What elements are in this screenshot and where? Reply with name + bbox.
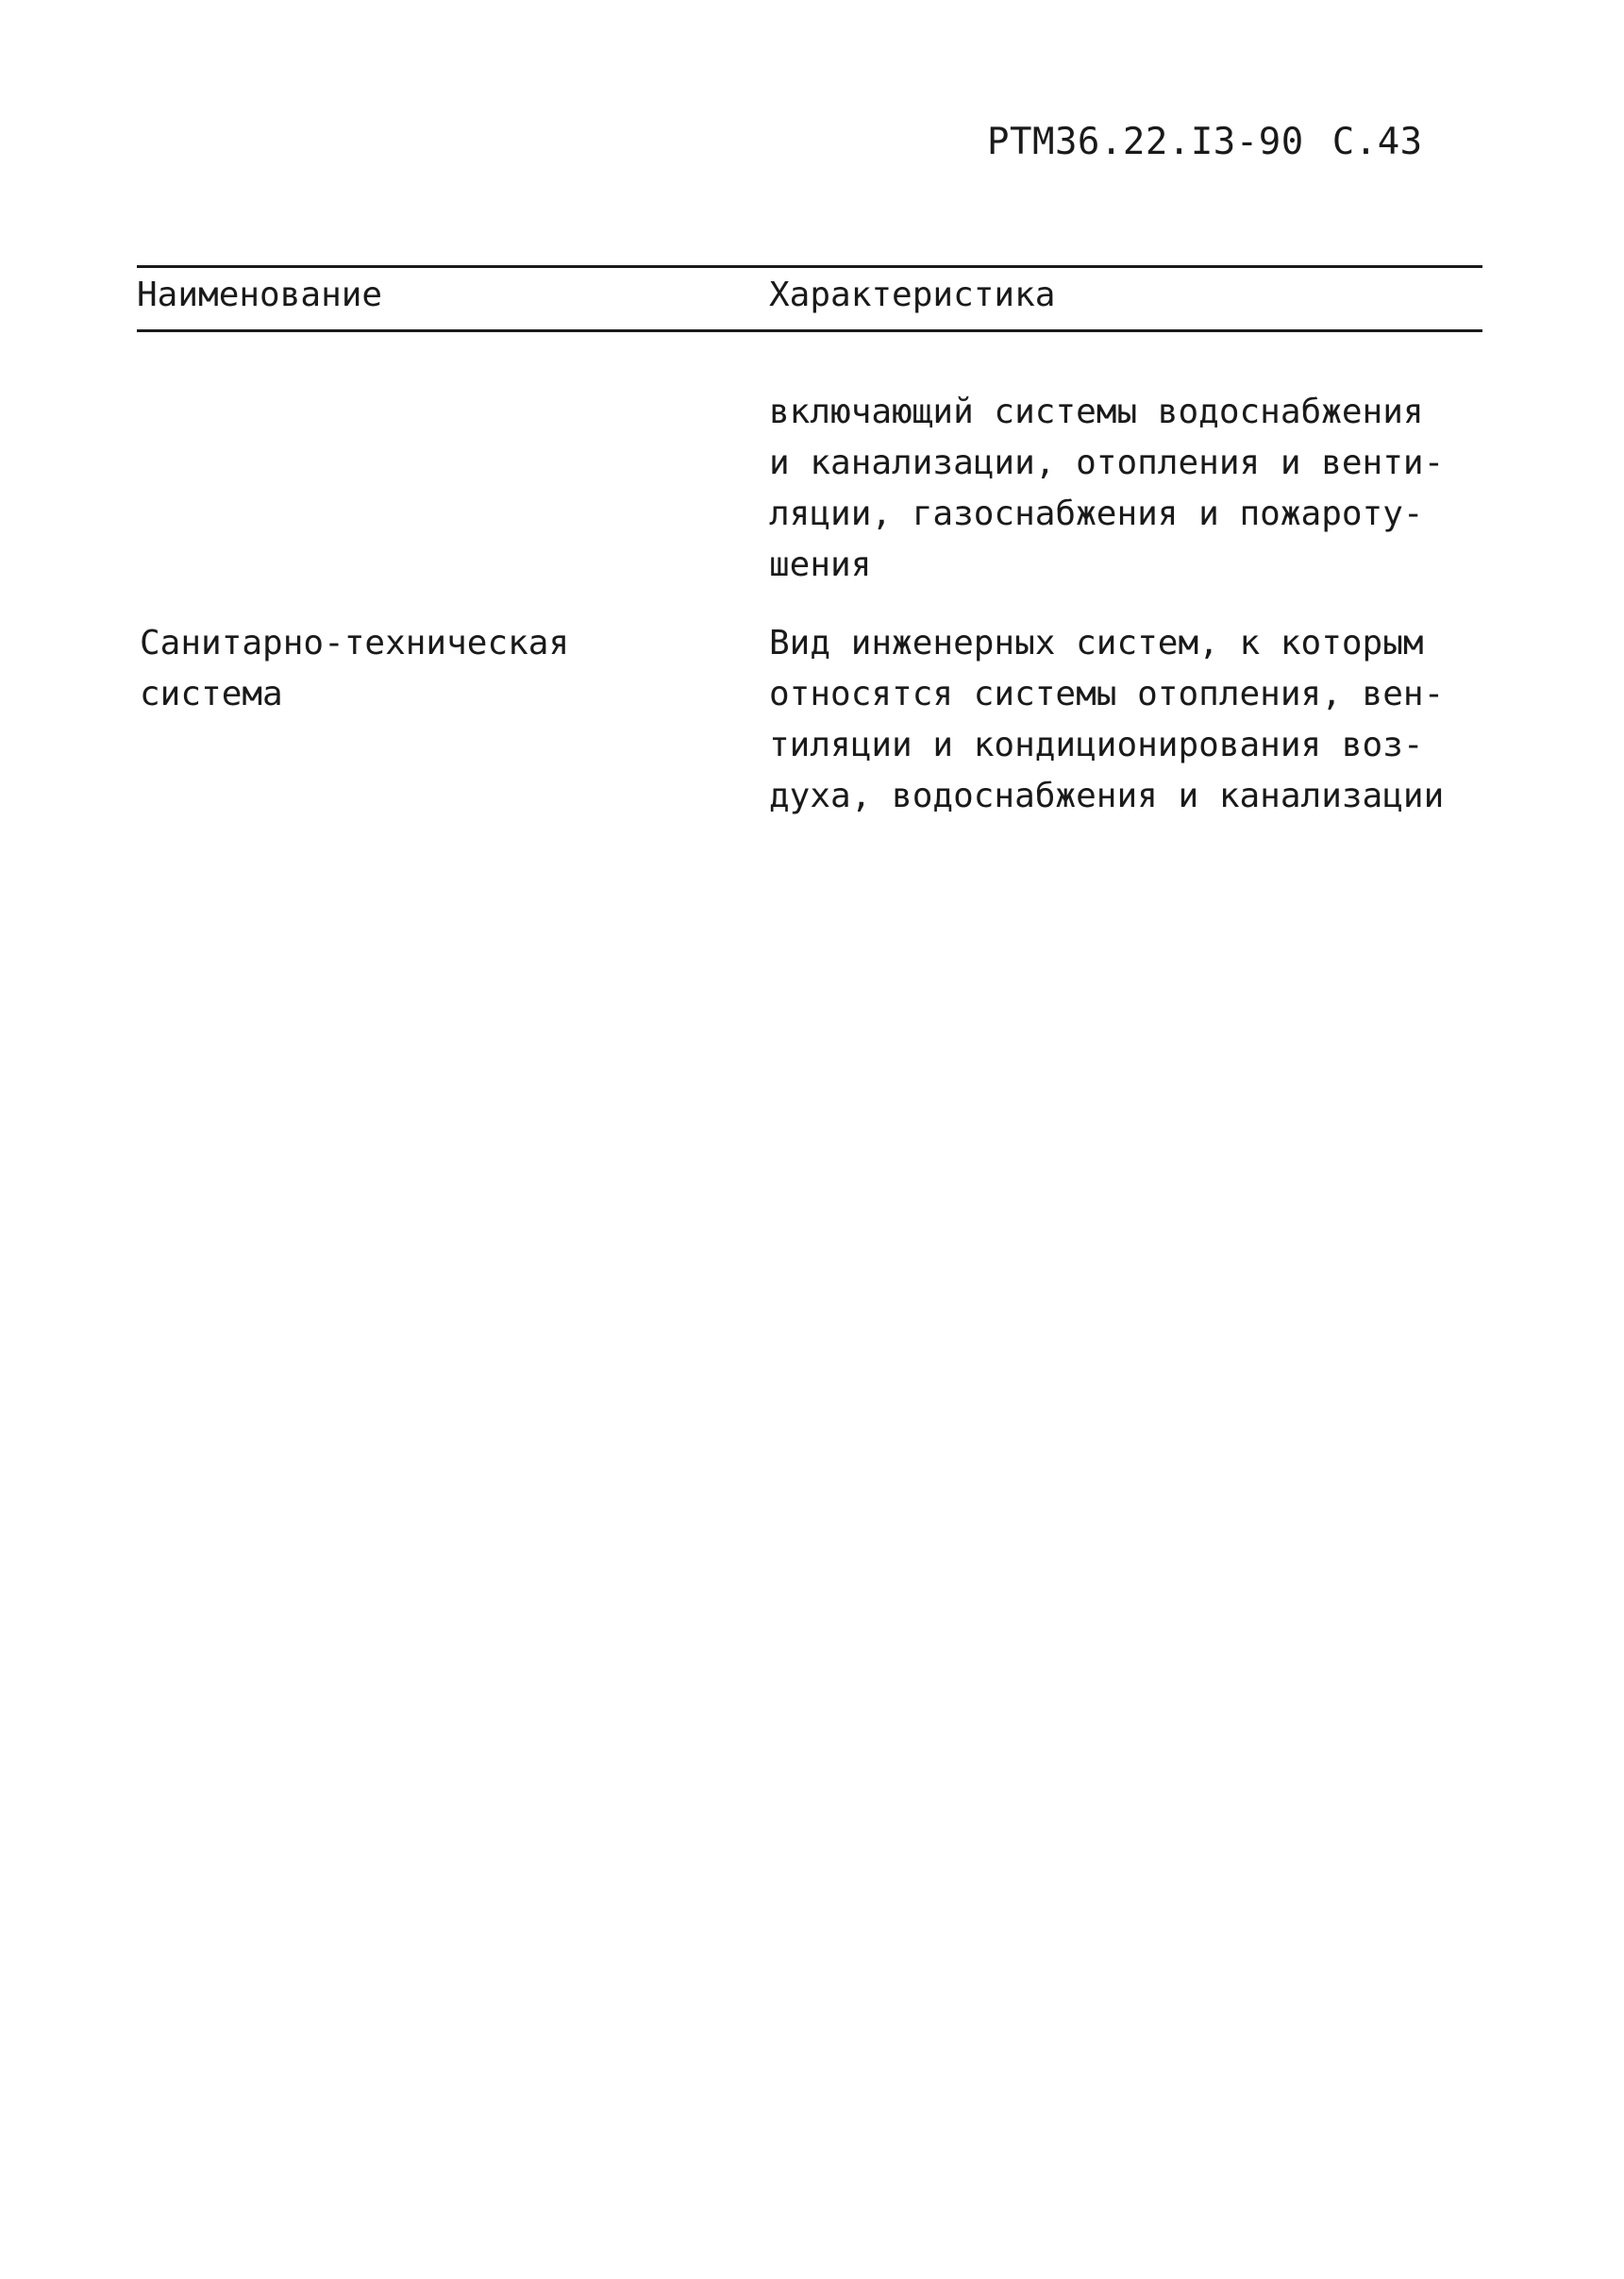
page-number: С.43 bbox=[1331, 121, 1423, 163]
text-line: включающий системы водоснабжения bbox=[769, 393, 1424, 431]
text-line: шения bbox=[769, 545, 872, 584]
text-line: духа, водоснабжения и канализации bbox=[769, 777, 1445, 815]
text-line: тиляции и кондиционирования воз- bbox=[769, 726, 1424, 764]
text-line: и канализации, отопления и венти- bbox=[769, 444, 1445, 482]
text-line: Вид инженерных систем, к которым bbox=[769, 624, 1424, 662]
document-code: РТМ36.22.I3-90 bbox=[987, 121, 1304, 163]
page-header bbox=[987, 121, 1423, 163]
table-top-rule bbox=[137, 265, 1482, 268]
table-header-rule bbox=[137, 329, 1482, 332]
text-line: относятся системы отопления, вен- bbox=[769, 675, 1445, 713]
table-row-2-name bbox=[140, 618, 569, 720]
text-line: ляции, газоснабжения и пожароту- bbox=[769, 494, 1424, 533]
table-row-2-characteristic bbox=[769, 618, 1444, 822]
text-line: система bbox=[140, 675, 283, 713]
column-header-characteristic: Характеристика bbox=[769, 276, 1056, 314]
column-header-name: Наименование bbox=[137, 276, 383, 314]
table-row-1-characteristic bbox=[769, 387, 1444, 591]
text-line: Санитарно-техническая bbox=[140, 624, 570, 662]
